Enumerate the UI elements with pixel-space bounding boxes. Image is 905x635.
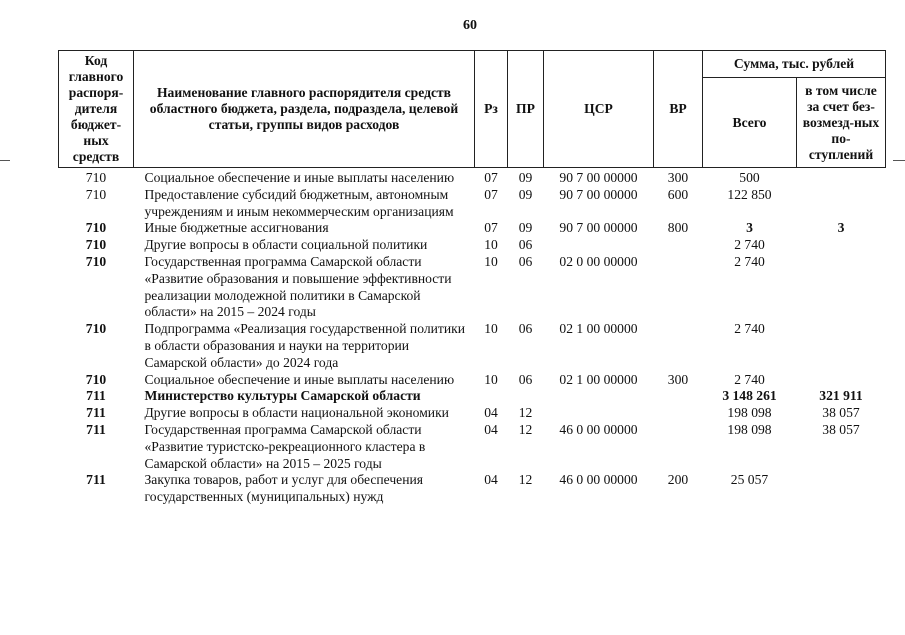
- cell-total: 2 740: [734, 253, 765, 269]
- cell-code: 710: [85, 220, 107, 236]
- cell-rz: 07: [484, 170, 498, 185]
- cell-pr: [508, 388, 544, 405]
- cell-pr: 12: [518, 472, 533, 488]
- table-row: [59, 187, 886, 221]
- cell-code: 710: [85, 253, 107, 269]
- cell-code: 710: [85, 186, 107, 202]
- header-rz: Рз: [475, 51, 508, 168]
- cell-total: 198 098: [727, 421, 772, 437]
- cell-rz: [475, 388, 508, 405]
- cell-total: 2 740: [734, 371, 765, 387]
- cell-csr: 90 7 00 00000: [559, 186, 638, 202]
- cell-code: 711: [86, 405, 106, 421]
- cell-rz: 10: [484, 321, 498, 337]
- budget-table: [58, 50, 886, 506]
- cell-pr: 06: [518, 237, 533, 253]
- cell-name: Государственная программа Самарской области «Развитие образования и повышение эффективности реализации молодежной политики в Самарской области» на 2015 – 2024 годы: [144, 253, 452, 320]
- cell-vr: 600: [667, 186, 689, 202]
- cell-code: 711: [86, 421, 106, 437]
- cell-rz: 04: [484, 421, 498, 437]
- cell-vr: [654, 321, 703, 371]
- cell-pr: 09: [518, 220, 533, 236]
- cell-csr: [544, 237, 654, 254]
- header-csr: ЦСР: [544, 51, 654, 168]
- cell-vr: [654, 422, 703, 472]
- cell-gratis: [797, 321, 886, 371]
- cell-rz: 04: [484, 405, 498, 421]
- cell-vr: 300: [667, 170, 689, 185]
- cell-name: Другие вопросы в области социальной политики: [144, 237, 428, 253]
- cell-name: Другие вопросы в области национальной экономики: [144, 405, 449, 421]
- cell-total: 122 850: [727, 186, 772, 202]
- scan-artifact-line: [893, 160, 905, 161]
- table-row: [59, 237, 886, 254]
- cell-code: 711: [86, 472, 106, 488]
- cell-rz: 10: [484, 371, 498, 387]
- cell-csr: 02 1 00 00000: [559, 371, 638, 387]
- cell-gratis: [797, 168, 886, 187]
- cell-gratis: 321 911: [819, 388, 863, 404]
- header-gratis: в том числе за счет без-возмезд-ных по-ступлений: [797, 78, 886, 168]
- cell-rz: 07: [484, 220, 498, 236]
- header-sum: Сумма, тыс. рублей: [703, 51, 886, 78]
- cell-csr: 90 7 00 00000: [559, 220, 638, 236]
- cell-total: 3: [746, 220, 753, 236]
- cell-gratis: [797, 254, 886, 321]
- cell-rz: 07: [484, 186, 498, 202]
- cell-code: 710: [85, 170, 107, 185]
- cell-code: 711: [86, 388, 106, 404]
- table-row: [59, 405, 886, 422]
- cell-gratis: 38 057: [822, 421, 860, 437]
- table-row: [59, 220, 886, 237]
- cell-csr: [544, 405, 654, 422]
- header-name: Наименование главного распорядителя средств областного бюджета, раздела, подраздела, целевой статьи, группы видов расходов: [134, 51, 475, 168]
- cell-gratis: [797, 187, 886, 221]
- cell-rz: 10: [484, 253, 498, 269]
- cell-vr: [654, 254, 703, 321]
- cell-name: Министерство культуры Самарской области: [144, 388, 421, 404]
- page-number: 60: [463, 18, 477, 33]
- cell-pr: 09: [518, 170, 533, 185]
- cell-vr: [654, 237, 703, 254]
- cell-csr: [544, 388, 654, 405]
- cell-name: Предоставление субсидий бюджетным, автономным учреждениям и иным некоммерческим организациям: [144, 186, 454, 219]
- cell-csr: 02 0 00 00000: [559, 253, 638, 269]
- cell-code: 710: [85, 371, 107, 387]
- header-code: Код главного распоря-дителя бюджет-ных средств: [59, 51, 134, 168]
- table-row: [59, 254, 886, 321]
- table-row: [59, 321, 886, 371]
- cell-csr: 46 0 00 00000: [559, 421, 638, 437]
- cell-name: Социальное обеспечение и иные выплаты населению: [144, 371, 455, 387]
- header-total: Всего: [703, 78, 797, 168]
- cell-vr: 200: [667, 472, 689, 488]
- cell-code: 710: [85, 321, 107, 337]
- header-pr: ПР: [508, 51, 544, 168]
- cell-rz: 10: [484, 237, 498, 253]
- cell-pr: 12: [518, 421, 533, 437]
- cell-name: Подпрограмма «Реализация государственной политики в области образования и науки на территории Самарской области» до 2024 года: [144, 321, 465, 370]
- cell-vr: [654, 388, 703, 405]
- cell-vr: 300: [667, 371, 689, 387]
- header-vr: ВР: [654, 51, 703, 168]
- cell-gratis: [797, 237, 886, 254]
- cell-total: 3 148 261: [722, 388, 777, 404]
- cell-pr: 09: [518, 186, 533, 202]
- cell-csr: 02 1 00 00000: [559, 321, 638, 337]
- cell-pr: 06: [518, 321, 533, 337]
- cell-gratis: 38 057: [822, 405, 860, 421]
- cell-vr: 800: [667, 220, 689, 236]
- cell-vr: [654, 405, 703, 422]
- cell-total: 198 098: [727, 405, 772, 421]
- cell-pr: 12: [518, 405, 533, 421]
- table-row: [59, 388, 886, 405]
- table-row: [59, 372, 886, 389]
- cell-gratis: [797, 372, 886, 389]
- table-row: [59, 168, 886, 187]
- cell-name: Иные бюджетные ассигнования: [144, 220, 329, 236]
- cell-pr: 06: [518, 371, 533, 387]
- cell-pr: 06: [518, 253, 533, 269]
- cell-code: 710: [85, 237, 107, 253]
- cell-gratis: 3: [837, 220, 845, 236]
- scan-artifact-line: [0, 160, 10, 161]
- cell-total: 25 057: [730, 472, 769, 488]
- cell-total: 500: [739, 170, 760, 185]
- table-row: [59, 422, 886, 472]
- cell-gratis: [797, 472, 886, 506]
- cell-total: 2 740: [734, 237, 765, 253]
- cell-total: 2 740: [734, 321, 765, 337]
- cell-rz: 04: [484, 472, 498, 488]
- cell-name: Социальное обеспечение и иные выплаты населению: [144, 170, 455, 185]
- cell-name: Государственная программа Самарской области «Развитие туристско-рекреационного кластера в Самарской области» на 2015 – 2025 годы: [144, 421, 426, 471]
- cell-csr: 90 7 00 00000: [559, 170, 638, 185]
- table-row: [59, 472, 886, 506]
- cell-name: Закупка товаров, работ и услуг для обеспечения государственных (муниципальных) нужд: [144, 472, 423, 505]
- cell-csr: 46 0 00 00000: [559, 472, 638, 488]
